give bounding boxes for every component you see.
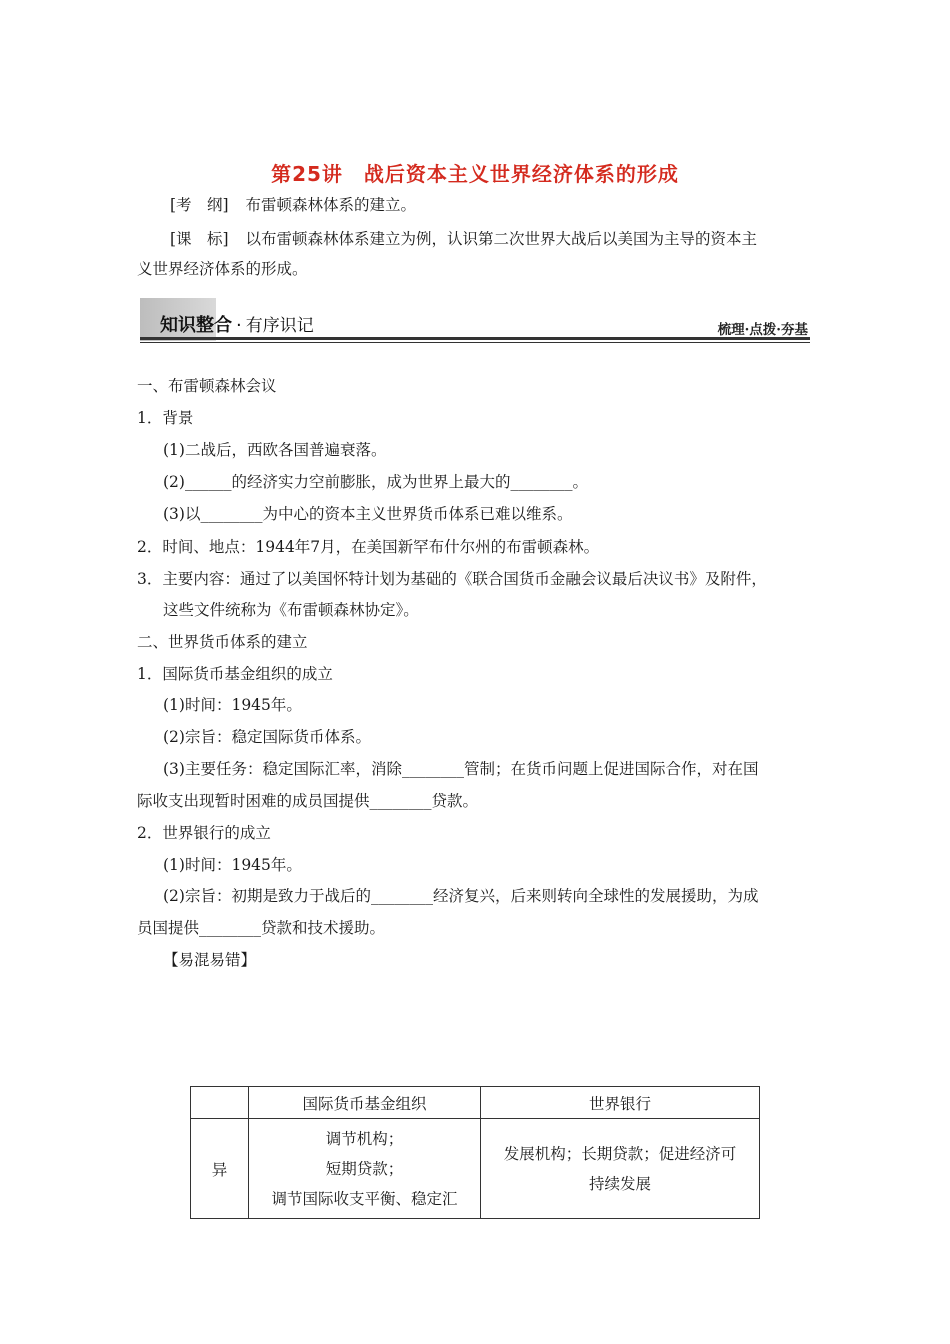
section1-item2: 2．时间、地点：1944年7月，在美国新罕布什尔州的布雷顿森林。	[137, 538, 600, 556]
header-cell-imf: 国际货币基金组织	[249, 1087, 481, 1119]
section1-item3-line1: 3．主要内容：通过了以美国怀特计划为基础的《联合国货币金融会议最后决议书》及附件，	[137, 570, 767, 588]
section1-b1: (1)二战后，西欧各国普遍衰落。	[163, 441, 387, 459]
banner-heading-main: 知识整合	[160, 315, 232, 336]
section2-c2-line1: (2)宗旨：初期是致力于战后的________经济复兴，后来则转向全球性的发展援助，为成	[163, 887, 759, 905]
page-title: 第25讲 战后资本主义世界经济体系的形成	[271, 162, 679, 186]
table-row	[191, 1119, 760, 1219]
kaogang-text: 布雷顿森林体系的建立。	[245, 196, 417, 214]
kebiao-text-1: 以布雷顿森林体系建立为例，认识第二次世界大战后以美国为主导的资本主	[245, 230, 758, 248]
section2-heading: 二、世界货币体系的建立	[137, 633, 308, 651]
table-header-row	[191, 1087, 760, 1119]
wb-line: 持续发展	[588, 1174, 651, 1193]
section2-a3-line1: (3)主要任务：稳定国际汇率，消除________管制；在货币问题上促进国际合作，对在国	[163, 760, 759, 778]
section2-a1: (1)时间：1945年。	[163, 696, 302, 714]
header-cell-empty	[191, 1087, 249, 1119]
kebiao-tag: [课 标]	[170, 230, 229, 248]
imf-cell	[249, 1119, 481, 1219]
section1-item1: 1．背景	[137, 409, 194, 427]
section1-item3-line2: 这些文件统称为《布雷顿森林协定》。	[163, 601, 419, 619]
banner-dot: ·	[236, 315, 242, 336]
confusion-label: 【易混易错】	[163, 951, 257, 969]
section1-b3: (3)以________为中心的资本主义世界货币体系已难以维系。	[163, 505, 573, 523]
row-label-difference: 异	[191, 1119, 249, 1219]
section2-c1: (1)时间：1945年。	[163, 856, 302, 874]
section2-c2-line2: 员国提供________贷款和技术援助。	[137, 919, 386, 937]
comparison-table	[190, 1086, 760, 1219]
header-cell-wb: 世界银行	[481, 1087, 760, 1119]
kebiao-text-2: 义世界经济体系的形成。	[137, 260, 308, 278]
section-banner	[140, 298, 810, 344]
kebiao-line-1	[170, 229, 757, 249]
wb-line: 发展机构；长期贷款；促进经济可	[503, 1144, 737, 1163]
section2-a2: (2)宗旨：稳定国际货币体系。	[163, 728, 371, 746]
banner-rule-thick	[140, 337, 810, 340]
banner-rule-thin	[140, 342, 810, 343]
banner-right-label: 梳理·点拨·夯基	[717, 322, 808, 338]
section1-heading: 一、布雷顿森林会议	[137, 377, 277, 395]
section2-item2: 2．世界银行的成立	[137, 824, 271, 842]
imf-line: 调节国际收支平衡、稳定汇	[271, 1189, 458, 1208]
kaogang-tag: [考 纲]	[170, 196, 229, 214]
imf-line: 调节机构；	[325, 1129, 404, 1148]
wb-cell	[481, 1119, 760, 1219]
section2-a3-line2: 际收支出现暂时困难的成员国提供________贷款。	[137, 792, 479, 810]
banner-subtitle: 有序识记	[245, 316, 314, 336]
kaogang-line	[170, 195, 416, 215]
section1-b2: (2)______的经济实力空前膨胀，成为世界上最大的________。	[163, 473, 588, 491]
banner-heading	[160, 311, 314, 337]
section2-item1: 1．国际货币基金组织的成立	[137, 665, 333, 683]
imf-line: 短期贷款；	[325, 1159, 404, 1178]
